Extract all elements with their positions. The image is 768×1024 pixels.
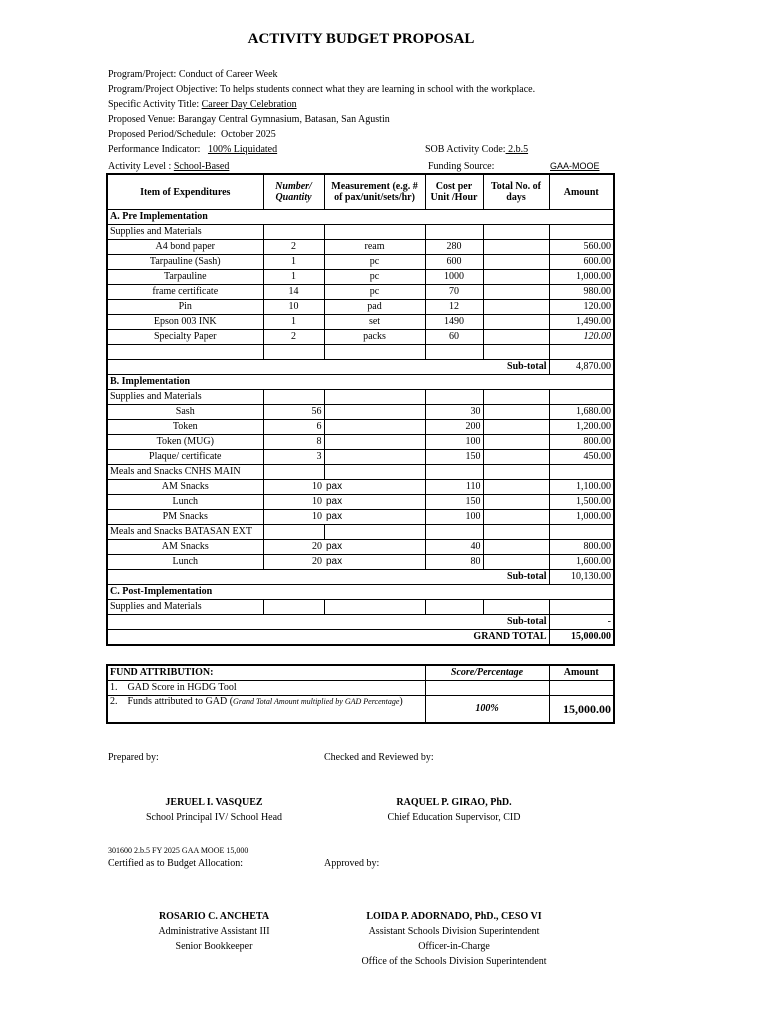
objective-label: Program/Project Objective: — [108, 84, 218, 95]
section-pre: A. Pre Implementation — [107, 210, 614, 225]
row-number: 1. — [110, 682, 118, 693]
certifier-name: ROSARIO C. ANCHETA — [158, 911, 270, 922]
qty-cell: 8 — [263, 435, 324, 450]
item-cell: Tarpauline — [107, 270, 263, 285]
group-row — [107, 465, 614, 480]
item-cell: AM Snacks — [107, 480, 263, 495]
unit-cell: pax — [324, 480, 425, 495]
days-cell — [483, 420, 549, 435]
qty-cell: 2 — [263, 240, 324, 255]
days-cell — [483, 240, 549, 255]
days-cell — [483, 300, 549, 315]
level-line — [108, 161, 229, 172]
col-header-number: Number/ Quantity — [263, 174, 324, 210]
item-cell: Pin — [107, 300, 263, 315]
qty-cell: 6 — [263, 420, 324, 435]
sob-label: SOB Activity Code: — [425, 144, 506, 155]
program-label: Program/Project: — [108, 69, 177, 80]
table-row — [107, 480, 614, 495]
item-cell: Token — [107, 420, 263, 435]
cost-cell: 1000 — [425, 270, 483, 285]
indicator-line — [108, 144, 277, 155]
group-label: Supplies and Materials — [107, 600, 263, 615]
qty-cell: 10 — [263, 480, 324, 495]
certifier-title-2: Senior Bookkeeper — [175, 941, 253, 952]
qty-cell: 1 — [263, 255, 324, 270]
item-cell: Sash — [107, 405, 263, 420]
certified-label: Certified as to Budget Allocation: — [108, 858, 243, 869]
item-cell: Plaque/ certificate — [107, 450, 263, 465]
item-cell: A4 bond paper — [107, 240, 263, 255]
group-row — [107, 600, 614, 615]
section-row — [107, 210, 614, 225]
cost-cell: 110 — [425, 480, 483, 495]
unit-cell: pc — [324, 255, 425, 270]
objective-line — [108, 84, 535, 95]
qty-cell: 56 — [263, 405, 324, 420]
gad-percentage: 100% — [425, 696, 549, 724]
preparer-name: JERUEL I. VASQUEZ — [165, 797, 263, 808]
section-row — [107, 585, 614, 600]
amount-cell: 1,100.00 — [549, 480, 614, 495]
gad-funds-close: ) — [399, 696, 403, 707]
days-cell — [483, 540, 549, 555]
cost-cell: 280 — [425, 240, 483, 255]
cost-cell: 30 — [425, 405, 483, 420]
grand-total-row — [107, 630, 614, 646]
col-header-item: Item of Expenditures — [107, 174, 263, 210]
unit-cell — [324, 420, 425, 435]
grand-total-label: GRAND TOTAL — [107, 630, 549, 646]
unit-cell — [324, 405, 425, 420]
subtotal-row — [107, 360, 614, 375]
section-impl: B. Implementation — [107, 375, 614, 390]
group-row — [107, 390, 614, 405]
period-line — [108, 129, 276, 140]
group-label: Supplies and Materials — [107, 225, 263, 240]
sob-line — [425, 144, 528, 155]
program-line — [108, 69, 278, 80]
approved-label: Approved by: — [324, 858, 380, 869]
program-value: Conduct of Career Week — [178, 69, 278, 80]
cost-cell: 40 — [425, 540, 483, 555]
cost-cell: 150 — [425, 450, 483, 465]
cost-cell: 70 — [425, 285, 483, 300]
unit-cell: pc — [324, 285, 425, 300]
group-row — [107, 525, 614, 540]
budget-table — [106, 173, 615, 646]
amount-cell: 1,200.00 — [549, 420, 614, 435]
item-cell: AM Snacks — [107, 540, 263, 555]
amount-cell: 560.00 — [549, 240, 614, 255]
item-cell: PM Snacks — [107, 510, 263, 525]
table-row — [107, 405, 614, 420]
subtotal-post: - — [549, 615, 614, 630]
cost-cell: 12 — [425, 300, 483, 315]
approver-name: LOIDA P. ADORNADO, PhD., CESO VI — [366, 911, 542, 922]
table-row — [107, 330, 614, 345]
venue-value: Barangay Central Gymnasium, Batasan, San Agustin — [177, 114, 390, 125]
cost-cell: 150 — [425, 495, 483, 510]
reviewer-title: Chief Education Supervisor, CID — [387, 812, 521, 823]
table-row — [107, 255, 614, 270]
venue-label: Proposed Venue: — [108, 114, 176, 125]
cost-cell: 60 — [425, 330, 483, 345]
days-cell — [483, 405, 549, 420]
activity-title-value: Career Day Celebration — [201, 99, 297, 110]
item-cell: Lunch — [107, 495, 263, 510]
activity-title-label: Specific Activity Title: — [108, 99, 200, 110]
cost-cell: 100 — [425, 435, 483, 450]
gad-score-amount — [549, 681, 614, 696]
days-cell — [483, 495, 549, 510]
qty-cell: 10 — [263, 510, 324, 525]
group-label: Meals and Snacks CNHS MAIN — [107, 465, 263, 480]
allocation-code: 301600 2.b.5 FY 2025 GAA MOOE 15,000 — [108, 846, 249, 855]
qty-cell: 20 — [263, 540, 324, 555]
fund-row — [107, 696, 614, 724]
fund-header: FUND ATTRIBUTION: — [107, 665, 425, 681]
section-post: C. Post-Implementation — [107, 585, 614, 600]
amount-cell: 120.00 — [549, 300, 614, 315]
amount-cell: 450.00 — [549, 450, 614, 465]
days-cell — [483, 555, 549, 570]
amount-cell: 800.00 — [549, 540, 614, 555]
funding-value: GAA-MOOE — [550, 161, 600, 171]
qty-cell: 3 — [263, 450, 324, 465]
gad-funds-label — [107, 696, 425, 724]
days-cell — [483, 480, 549, 495]
row-number: 2. — [110, 696, 118, 707]
subtotal-impl: 10,130.00 — [549, 570, 614, 585]
level-value: School-Based — [173, 161, 230, 172]
col-header-amount: Amount — [549, 174, 614, 210]
amount-cell: 120.00 — [549, 330, 614, 345]
table-row — [107, 270, 614, 285]
subtotal-pre: 4,870.00 — [549, 360, 614, 375]
table-row — [107, 435, 614, 450]
prepared-label: Prepared by: — [108, 752, 159, 763]
period-label: Proposed Period/Schedule: — [108, 129, 217, 140]
unit-cell — [324, 435, 425, 450]
item-cell: Token (MUG) — [107, 435, 263, 450]
qty-cell: 2 — [263, 330, 324, 345]
subtotal-row — [107, 615, 614, 630]
qty-cell: 10 — [263, 300, 324, 315]
score-header: Score/Percentage — [425, 665, 549, 681]
gad-funds-note: Grand Total Amount multiplied by GAD Percentage — [233, 697, 400, 706]
venue-line — [108, 114, 390, 125]
cost-cell: 1490 — [425, 315, 483, 330]
sob-value: 2.b.5 — [505, 144, 529, 155]
col-header-measurement: Measurement (e.g. # of pax/unit/sets/hr) — [324, 174, 425, 210]
table-row — [107, 285, 614, 300]
activity-title-line — [108, 99, 297, 110]
item-cell: Specialty Paper — [107, 330, 263, 345]
group-label: Meals and Snacks BATASAN EXT — [107, 525, 263, 540]
col-header-cost: Cost per Unit /Hour — [425, 174, 483, 210]
amount-cell: 800.00 — [549, 435, 614, 450]
item-cell: Tarpauline (Sash) — [107, 255, 263, 270]
unit-cell: pax — [324, 540, 425, 555]
days-cell — [483, 450, 549, 465]
qty-cell: 1 — [263, 315, 324, 330]
funding-label: Funding Source: — [428, 161, 495, 172]
unit-cell: pax — [324, 555, 425, 570]
cost-cell: 100 — [425, 510, 483, 525]
amount-cell: 1,000.00 — [549, 270, 614, 285]
reviewer-name: RAQUEL P. GIRAO, PhD. — [396, 797, 512, 808]
unit-cell: set — [324, 315, 425, 330]
days-cell — [483, 510, 549, 525]
amount-cell: 1,600.00 — [549, 555, 614, 570]
days-cell — [483, 435, 549, 450]
table-row — [107, 315, 614, 330]
unit-cell: pax — [324, 495, 425, 510]
group-label: Supplies and Materials — [107, 390, 263, 405]
table-row — [107, 450, 614, 465]
table-row — [107, 240, 614, 255]
section-row — [107, 375, 614, 390]
days-cell — [483, 315, 549, 330]
fund-header-row — [107, 665, 614, 681]
unit-cell: ream — [324, 240, 425, 255]
amount-cell: 1,000.00 — [549, 510, 614, 525]
gad-score-value — [425, 681, 549, 696]
gad-amount: 15,000.00 — [549, 696, 614, 724]
unit-cell: pc — [324, 270, 425, 285]
approver-title-1: Assistant Schools Division Superintendent — [368, 926, 540, 937]
subtotal-label: Sub-total — [107, 360, 549, 375]
amount-cell: 1,500.00 — [549, 495, 614, 510]
days-cell — [483, 285, 549, 300]
group-row — [107, 225, 614, 240]
unit-cell — [324, 450, 425, 465]
table-row — [107, 420, 614, 435]
subtotal-label: Sub-total — [107, 570, 549, 585]
cost-cell: 600 — [425, 255, 483, 270]
gad-score-text: GAD Score in HGDG Tool — [127, 682, 237, 693]
approver-title-2: Officer-in-Charge — [418, 941, 490, 952]
objective-value: To helps students connect what they are learning in school with the workplace. — [220, 84, 536, 95]
fund-attribution-table — [106, 664, 615, 724]
level-label: Activity Level : — [108, 161, 172, 172]
table-row — [107, 300, 614, 315]
cost-cell: 80 — [425, 555, 483, 570]
table-header-row — [107, 174, 614, 210]
unit-cell: packs — [324, 330, 425, 345]
table-row — [107, 540, 614, 555]
cost-cell: 200 — [425, 420, 483, 435]
certifier-title-1: Administrative Assistant III — [158, 926, 270, 937]
qty-cell: 10 — [263, 495, 324, 510]
grand-total-value: 15,000.00 — [549, 630, 614, 646]
subtotal-row — [107, 570, 614, 585]
qty-cell: 1 — [263, 270, 324, 285]
col-header-days: Total No. of days — [483, 174, 549, 210]
qty-cell: 14 — [263, 285, 324, 300]
gad-funds-text: Funds attributed to GAD ( — [127, 696, 234, 707]
item-cell: Epson 003 INK — [107, 315, 263, 330]
subtotal-label: Sub-total — [107, 615, 549, 630]
fund-amount-header: Amount — [549, 665, 614, 681]
days-cell — [483, 255, 549, 270]
amount-cell: 980.00 — [549, 285, 614, 300]
empty-row — [107, 345, 614, 360]
days-cell — [483, 270, 549, 285]
item-cell: frame certificate — [107, 285, 263, 300]
days-cell — [483, 330, 549, 345]
table-row — [107, 510, 614, 525]
table-row — [107, 495, 614, 510]
indicator-label: Performance Indicator: — [108, 144, 201, 155]
qty-cell: 20 — [263, 555, 324, 570]
fund-row — [107, 681, 614, 696]
unit-cell: pad — [324, 300, 425, 315]
amount-cell: 1,680.00 — [549, 405, 614, 420]
approver-title-3: Office of the Schools Division Superintendent — [361, 956, 547, 967]
indicator-value: 100% Liquidated — [207, 144, 278, 155]
table-row — [107, 555, 614, 570]
preparer-title: School Principal IV/ School Head — [145, 812, 283, 823]
item-cell: Lunch — [107, 555, 263, 570]
page-title: ACTIVITY BUDGET PROPOSAL — [247, 31, 475, 47]
amount-cell: 1,490.00 — [549, 315, 614, 330]
unit-cell: pax — [324, 510, 425, 525]
amount-cell: 600.00 — [549, 255, 614, 270]
period-value: October 2025 — [221, 129, 276, 140]
checked-label: Checked and Reviewed by: — [324, 752, 434, 763]
gad-score-label — [107, 681, 425, 696]
